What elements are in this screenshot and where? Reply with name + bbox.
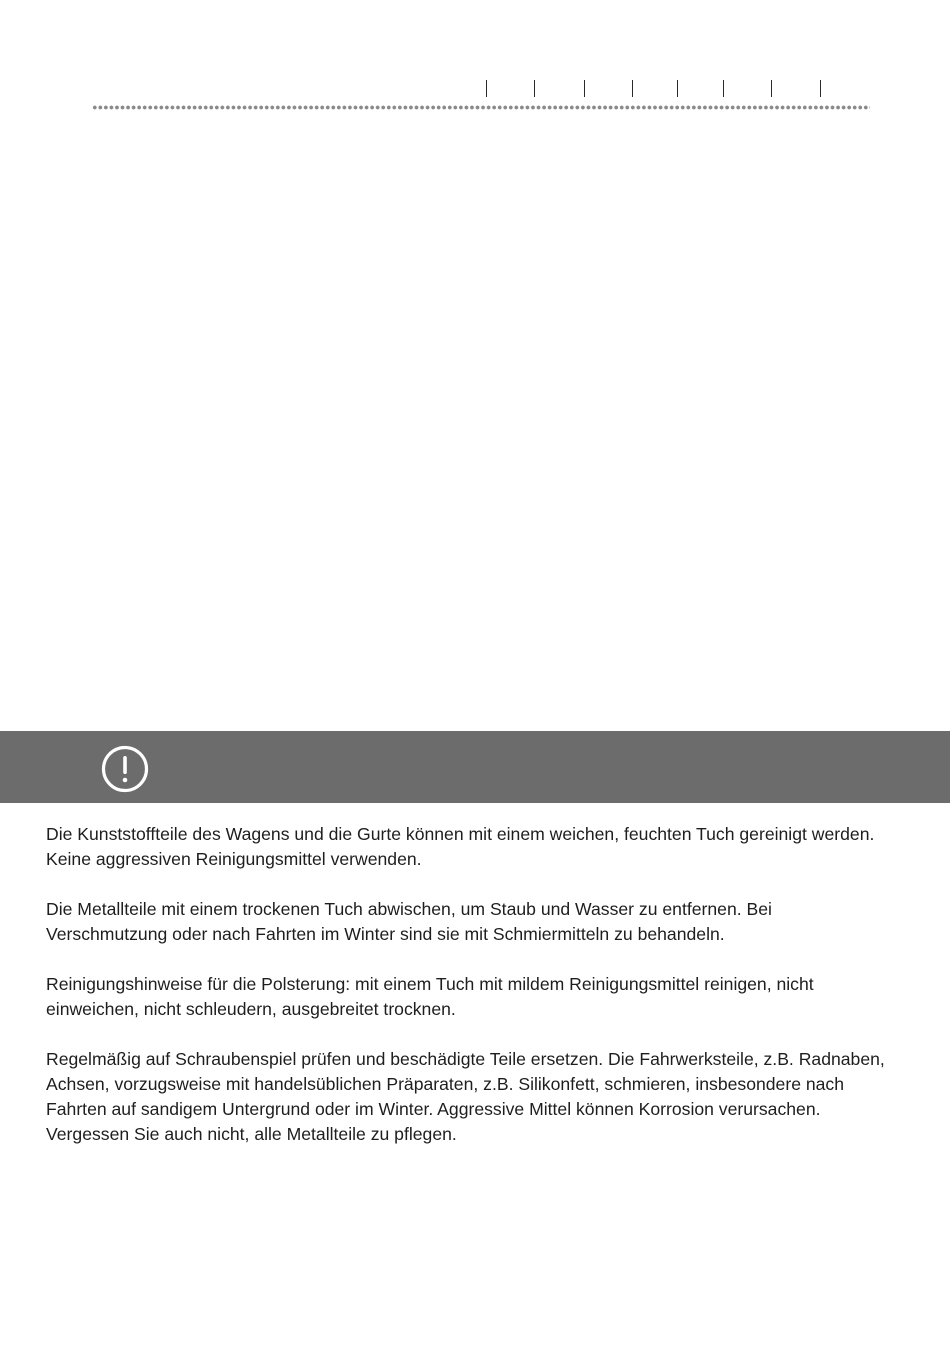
tick-mark	[771, 80, 772, 97]
tick-mark	[486, 80, 487, 97]
exclamation-circle-icon	[101, 745, 149, 793]
tick-mark	[677, 80, 678, 97]
paragraph-maintenance: Regelmäßig auf Schraubenspiel prüfen und beschädigte Teile ersetzen. Die Fahrwerksteile, z.B. Radnaben, Achsen, vorzugsweise mit handelsüblichen Präparaten, z.B. Silikonfett, schmieren, insbesondere nach Fahrten auf sandigem Untergrund oder im Winter. Aggressive Mittel können Korrosion verursachen. Vergessen Sie auch nicht, alle Metallteile zu pflegen.	[46, 1049, 885, 1144]
care-instructions	[46, 822, 886, 1172]
paragraph-upholstery: Reinigungshinweise für die Polsterung: mit einem Tuch mit mildem Reinigungsmittel reinigen, nicht einweichen, nicht schleudern, ausgebreitet trocknen.	[46, 974, 814, 1019]
warning-banner	[0, 731, 950, 803]
tick-mark	[584, 80, 585, 97]
tick-mark	[632, 80, 633, 97]
paragraph-metal-parts: Die Metallteile mit einem trockenen Tuch abwischen, um Staub und Wasser zu entfernen. Bei Verschmutzung oder nach Fahrten im Winter sind sie mit Schmiermitteln zu behandeln.	[46, 899, 772, 944]
tick-mark	[820, 80, 821, 97]
dotted-divider	[92, 105, 870, 110]
tick-mark	[723, 80, 724, 97]
tick-mark	[534, 80, 535, 97]
header-tick-marks	[0, 80, 950, 98]
paragraph-plastic-parts: Die Kunststoffteile des Wagens und die Gurte können mit einem weichen, feuchten Tuch gereinigt werden. Keine aggressiven Reinigungsmittel verwenden.	[46, 824, 875, 869]
